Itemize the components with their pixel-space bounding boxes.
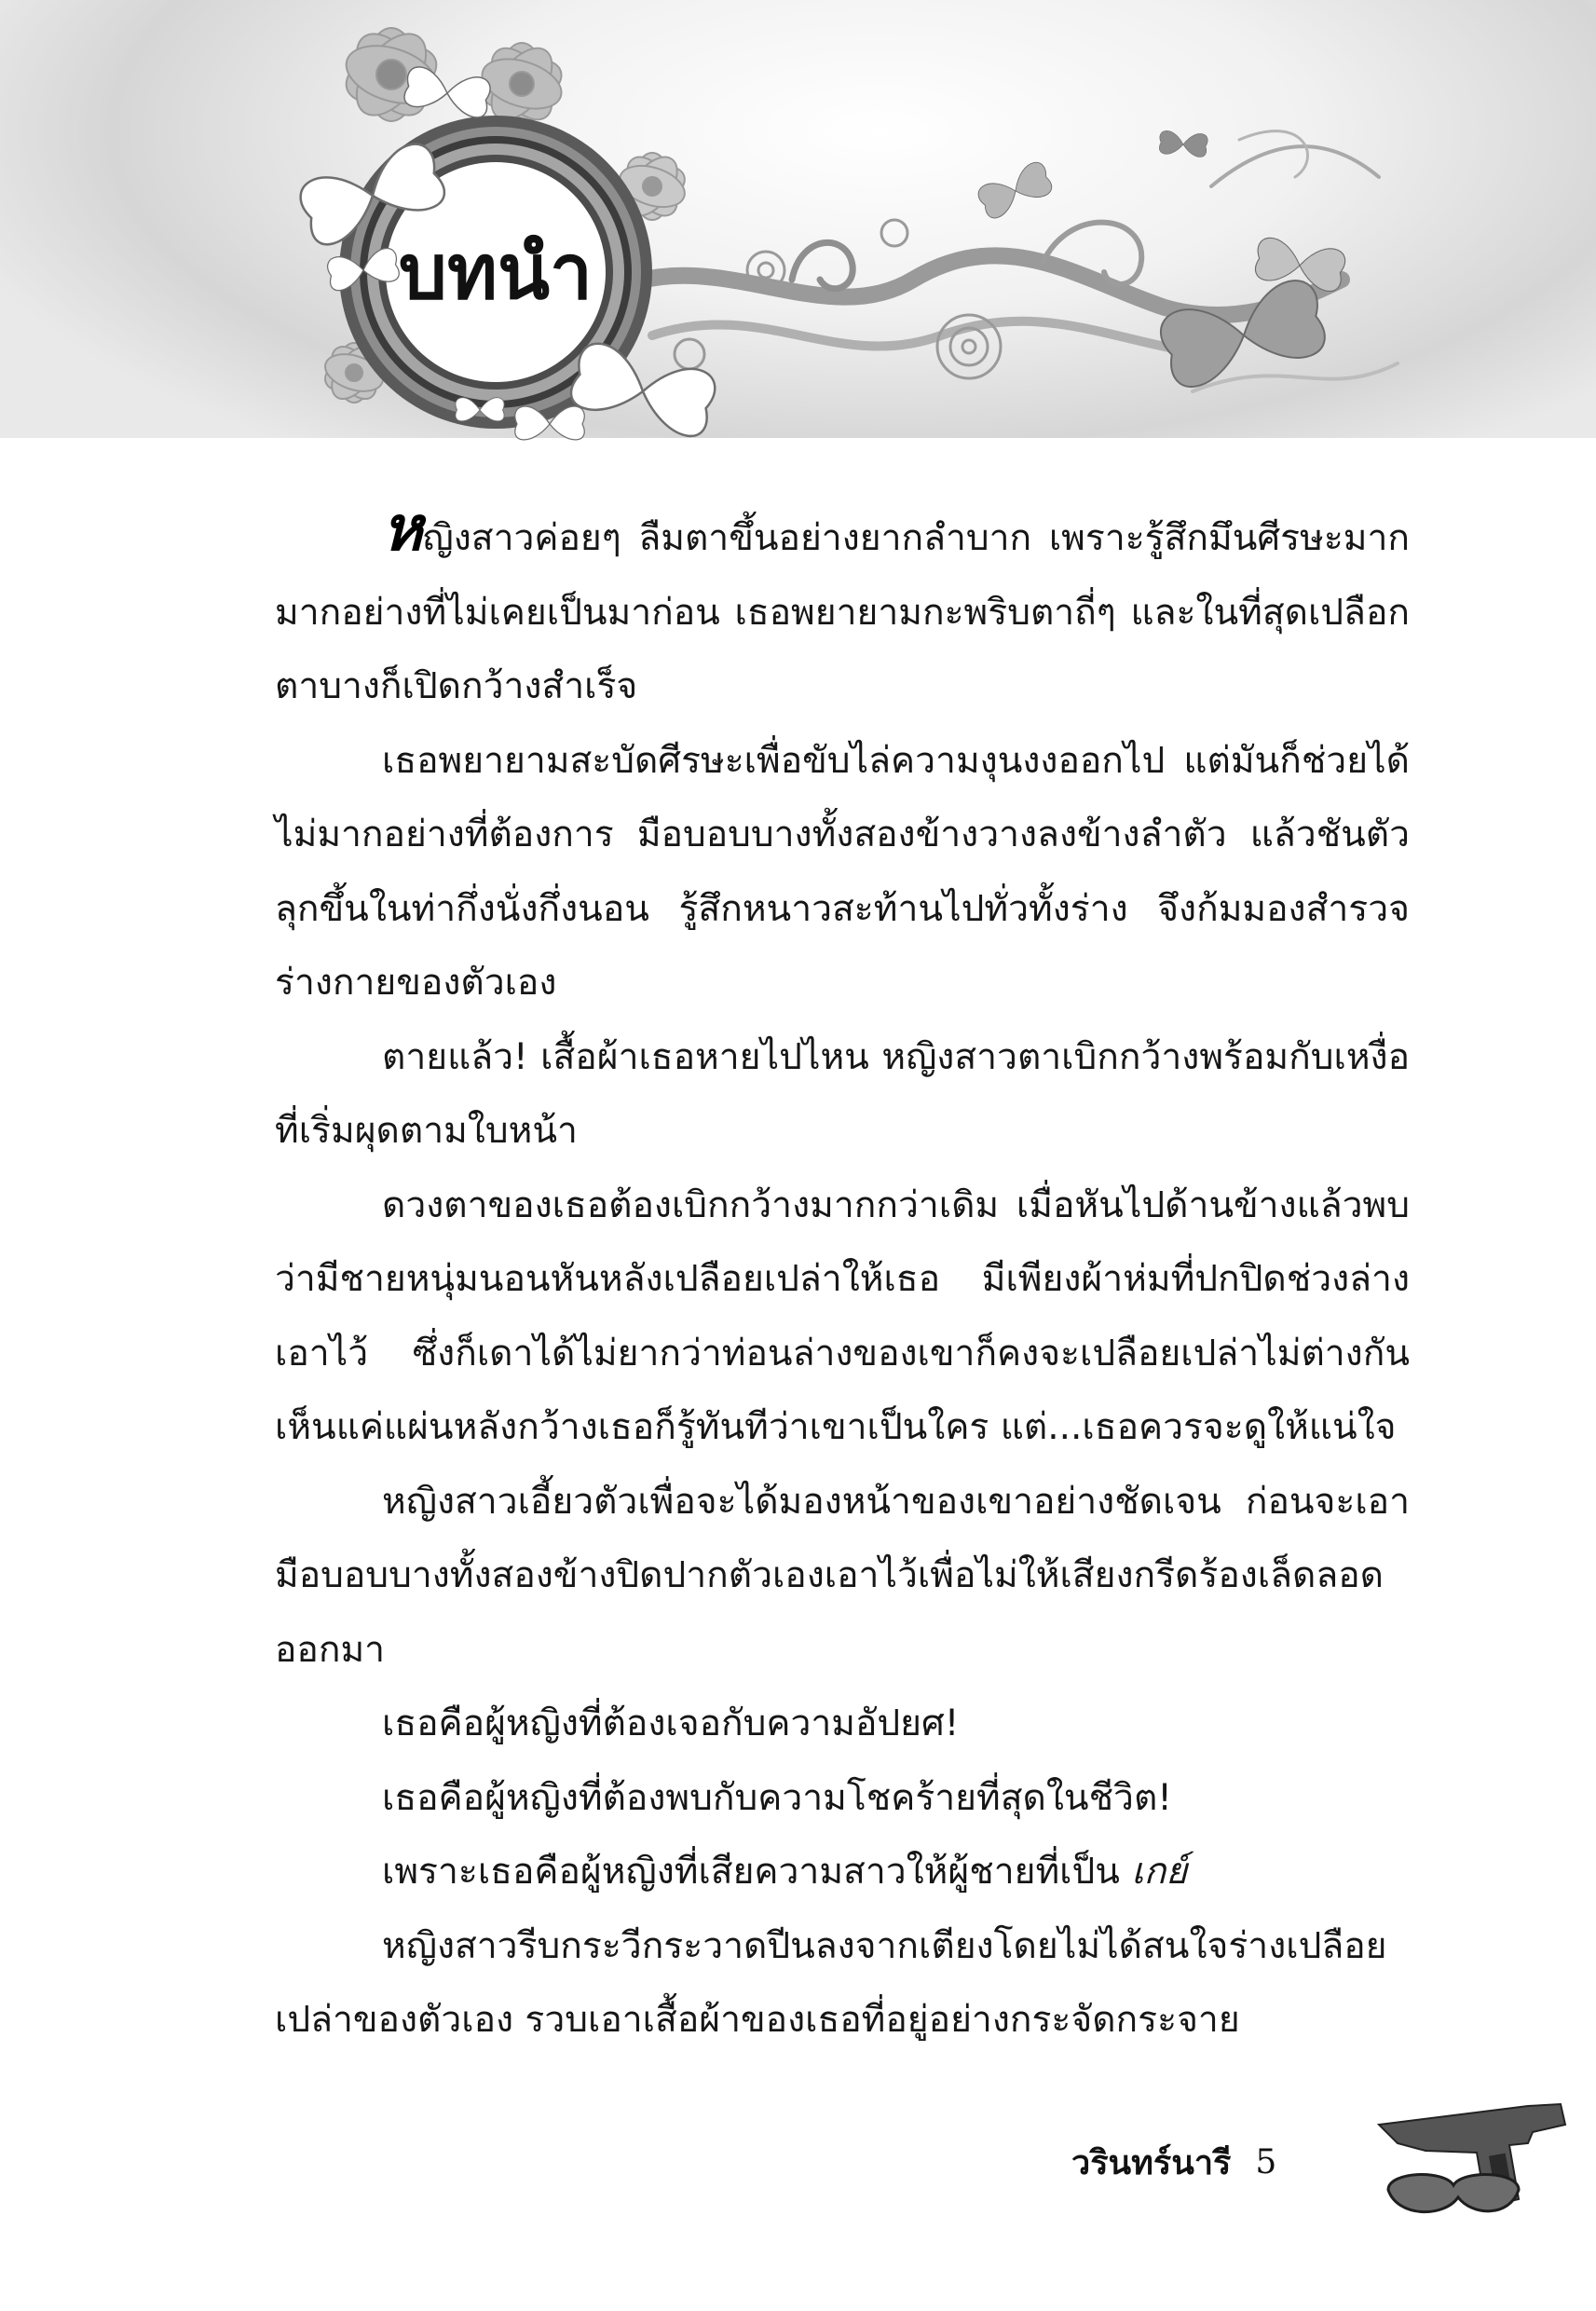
paragraph: หญิงสาวเอี้ยวตัวเพื่อจะได้มองหน้าของเขาอย่างชัดเจน ก่อนจะเอามือบอบบางทั้งสองข้างปิดปากตัวเองเอาไว้เพื่อไม่ให้เสียงกรีดร้องเล็ดลอดออกมา	[275, 1480, 1410, 1671]
footer-decoration	[1370, 2087, 1575, 2227]
book-title: วรินทร์นารี	[1071, 2142, 1232, 2182]
paragraph: เพราะเธอคือผู้หญิงที่เสียความสาวให้ผู้ชายที่เป็น เกย์	[382, 1851, 1188, 1893]
emphasis: เกย์	[1131, 1851, 1188, 1893]
chapter-title: บทนำ	[398, 227, 593, 317]
paragraph: ดวงตาของเธอต้องเบิกกว้างมากกว่าเดิม เมื่อหันไปด้านข้างแล้วพบว่ามีชายหนุ่มนอนหันหลังเปลือยเปล่าให้เธอ มีเพียงผ้าห่มที่ปกปิดช่วงล่างเอาไว้ ซึ่งก็เดาได้ไม่ยากว่าท่อนล่างของเขาก็คงจะเปลือยเปล่าไม่ต่างกัน เห็นแค่แผ่นหลังกว้างเธอก็รู้ทันทีว่าเขาเป็นใคร แต่...เธอควรจะดูให้แน่ใจ	[275, 1183, 1410, 1448]
chapter-body	[275, 492, 1410, 2058]
drop-letter: ห	[382, 492, 423, 565]
page-number: 5	[1255, 2142, 1277, 2181]
sunglasses-icon	[1388, 2175, 1519, 2212]
paragraph: หญิงสาวรีบกระวีกระวาดปีนลงจากเตียงโดยไม่ได้สนใจร่างเปลือยเปล่าของตัวเอง รวบเอาเสื้อผ้าของเธอที่อยู่อย่างกระจัดกระจาย	[275, 1924, 1387, 2041]
paragraph: เธอคือผู้หญิงที่ต้องพบกับความโชคร้ายที่สุดในชีวิต!	[382, 1776, 1172, 1819]
paragraph: ตายแล้ว! เสื้อผ้าเธอหายไปไหน หญิงสาวตาเบิกกว้างพร้อมกับเหงื่อที่เริ่มผุดตามใบหน้า	[275, 1035, 1410, 1152]
paragraph: เธอคือผู้หญิงที่ต้องเจอกับความอัปยศ!	[382, 1702, 960, 1744]
header-decoration	[0, 0, 1596, 457]
paragraph: เธอพยายามสะบัดศีรษะเพื่อขับไล่ความงุนงงออกไป แต่มันก็ช่วยได้ไม่มากอย่างที่ต้องการ มือบอบบางทั้งสองข้างวางลงข้างลำตัว แล้วชันตัวลุกขึ้นในท่ากึ่งนั่งกึ่งนอน รู้สึกหนาวสะท้านไปทั่วทั้งร่าง จึงก้มมองสำรวจร่างกายของตัวเอง	[275, 739, 1410, 1004]
page-footer	[1071, 2129, 1276, 2195]
paragraph: หญิงสาวค่อยๆ ลืมตาขึ้นอย่างยากลำบาก เพราะรู้สึกมึนศีรษะมาก มากอย่างที่ไม่เคยเป็นมาก่อน เธอพยายามกะพริบตาถี่ๆ และในที่สุดเปลือกตาบางก็เปิดกว้างสำเร็จ	[275, 492, 1410, 707]
